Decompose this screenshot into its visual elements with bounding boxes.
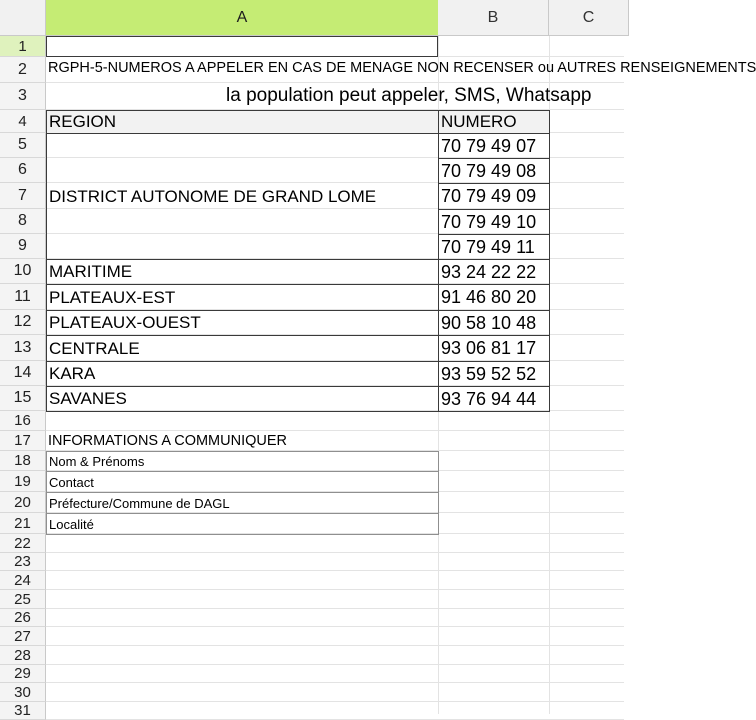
region-cell-kara[interactable] <box>46 361 439 387</box>
numero-value: 70 79 49 11 <box>441 236 535 257</box>
numero-cell-plateaux-ouest[interactable] <box>438 310 550 336</box>
info-title: INFORMATIONS A COMMUNIQUER <box>48 433 287 449</box>
region-label: CENTRALE <box>49 338 140 358</box>
numero-cell-centrale[interactable] <box>438 335 550 362</box>
title-row3-text: la population peut appeler, SMS, Whatsapp <box>226 85 592 106</box>
numero-cell-savanes[interactable] <box>438 386 550 412</box>
numero-value: 70 79 49 07 <box>441 135 537 156</box>
numero-cell-grand-lome-2[interactable] <box>438 158 550 184</box>
gridline-row <box>46 626 624 627</box>
row-header-15[interactable]: 15 <box>0 386 46 411</box>
info-field-label: Nom & Prénoms <box>49 454 145 469</box>
row-header-19[interactable]: 19 <box>0 471 46 492</box>
numero-cell-grand-lome-5[interactable] <box>438 234 550 260</box>
region-label: MARITIME <box>49 262 133 281</box>
row-header-21[interactable]: 21 <box>0 513 46 534</box>
cell-a2-title[interactable] <box>48 57 756 78</box>
region-label: SAVANES <box>49 389 127 408</box>
gridline-row <box>46 701 624 702</box>
row-header-29[interactable]: 29 <box>0 665 46 683</box>
gridline-row <box>46 589 624 590</box>
row-header-13[interactable]: 13 <box>0 335 46 361</box>
region-cell-maritime[interactable] <box>46 259 439 285</box>
numero-value: 70 79 49 10 <box>441 211 537 232</box>
row-header-11[interactable]: 11 <box>0 284 46 310</box>
header-numero-cell[interactable] <box>438 110 550 134</box>
region-label: PLATEAUX-EST <box>49 287 176 307</box>
row-header-22[interactable]: 22 <box>0 534 46 553</box>
row-header-2[interactable]: 2 <box>0 57 46 83</box>
row-header-26[interactable]: 26 <box>0 609 46 627</box>
numero-cell-kara[interactable] <box>438 361 550 387</box>
row-header-5[interactable]: 5 <box>0 133 46 158</box>
numero-value: 70 79 49 08 <box>441 160 537 181</box>
region-cell-grand-lome[interactable] <box>46 133 439 260</box>
row-header-24[interactable]: 24 <box>0 571 46 590</box>
region-cell-savanes[interactable] <box>46 386 439 412</box>
info-title-cell[interactable] <box>48 431 287 451</box>
gridline-row <box>46 645 624 646</box>
row-header-25[interactable]: 25 <box>0 590 46 609</box>
numero-cell-maritime[interactable] <box>438 259 550 285</box>
row-header-23[interactable]: 23 <box>0 553 46 571</box>
row-header-8[interactable]: 8 <box>0 209 46 234</box>
info-field-label: Localité <box>49 516 94 532</box>
row-header-20[interactable]: 20 <box>0 492 46 513</box>
gridline-row <box>46 608 624 609</box>
info-field-localite[interactable] <box>46 513 439 535</box>
numero-value: 93 76 94 44 <box>441 388 537 409</box>
row-header-28[interactable]: 28 <box>0 646 46 665</box>
row-header-3[interactable]: 3 <box>0 83 46 110</box>
numero-value: 93 59 52 52 <box>441 363 537 384</box>
column-header-a[interactable]: A <box>46 0 439 36</box>
region-cell-centrale[interactable] <box>46 335 439 362</box>
info-field-label: Préfecture/Commune de DAGL <box>49 495 230 511</box>
numero-value: 93 06 81 17 <box>441 338 537 358</box>
numero-cell-grand-lome-3[interactable] <box>438 183 550 210</box>
numero-value: 91 46 80 20 <box>441 287 537 307</box>
select-all-corner[interactable] <box>0 0 46 36</box>
numero-cell-grand-lome-4[interactable] <box>438 209 550 235</box>
row-header-17[interactable]: 17 <box>0 431 46 451</box>
cell-a3-subtitle[interactable] <box>226 83 591 109</box>
row-header-27[interactable]: 27 <box>0 627 46 646</box>
column-header-b[interactable]: B <box>438 0 549 36</box>
row-header-16[interactable]: 16 <box>0 411 46 431</box>
info-field-label: Contact <box>49 474 94 490</box>
header-region-label: REGION <box>49 112 117 131</box>
row-header-18[interactable]: 18 <box>0 451 46 471</box>
header-numero-label: NUMERO <box>441 112 517 131</box>
row-header-7[interactable]: 7 <box>0 183 46 209</box>
region-cell-plateaux-ouest[interactable] <box>46 310 439 336</box>
row-header-1[interactable]: 1 <box>0 36 46 57</box>
region-label-grand-lome: DISTRICT AUTONOME DE GRAND LOME <box>49 186 377 206</box>
row-header-30[interactable]: 30 <box>0 683 46 702</box>
region-cell-plateaux-est[interactable] <box>46 284 439 311</box>
numero-cell-grand-lome-1[interactable] <box>438 133 550 159</box>
numero-value: 93 24 22 22 <box>441 261 537 282</box>
row-header-31[interactable]: 31 <box>0 702 46 720</box>
numero-value: 90 58 10 48 <box>441 312 537 333</box>
row-header-4[interactable]: 4 <box>0 110 46 133</box>
gridline-row <box>46 682 624 683</box>
numero-cell-plateaux-est[interactable] <box>438 284 550 311</box>
row-header-14[interactable]: 14 <box>0 361 46 386</box>
info-field-nom[interactable] <box>46 451 439 472</box>
row-header-12[interactable]: 12 <box>0 310 46 335</box>
title-row2-text: RGPH-5-NUMEROS A APPELER EN CAS DE MENAGE NON RECENSER ou AUTRES RENSEIGNEMENTS <box>48 59 756 76</box>
gridline-row <box>46 552 624 553</box>
region-label: PLATEAUX-OUEST <box>49 313 201 332</box>
numero-value: 70 79 49 09 <box>441 186 537 206</box>
row-header-10[interactable]: 10 <box>0 259 46 284</box>
column-header-c[interactable]: C <box>549 0 629 36</box>
row-header-6[interactable]: 6 <box>0 158 46 183</box>
cell-a1[interactable] <box>46 36 438 57</box>
info-field-contact[interactable] <box>46 471 439 493</box>
gridline-row <box>46 664 624 665</box>
region-label: KARA <box>49 364 96 383</box>
gridline-row <box>46 570 624 571</box>
header-region-cell[interactable] <box>46 110 439 134</box>
info-field-prefecture[interactable] <box>46 492 439 514</box>
row-header-9[interactable]: 9 <box>0 234 46 259</box>
